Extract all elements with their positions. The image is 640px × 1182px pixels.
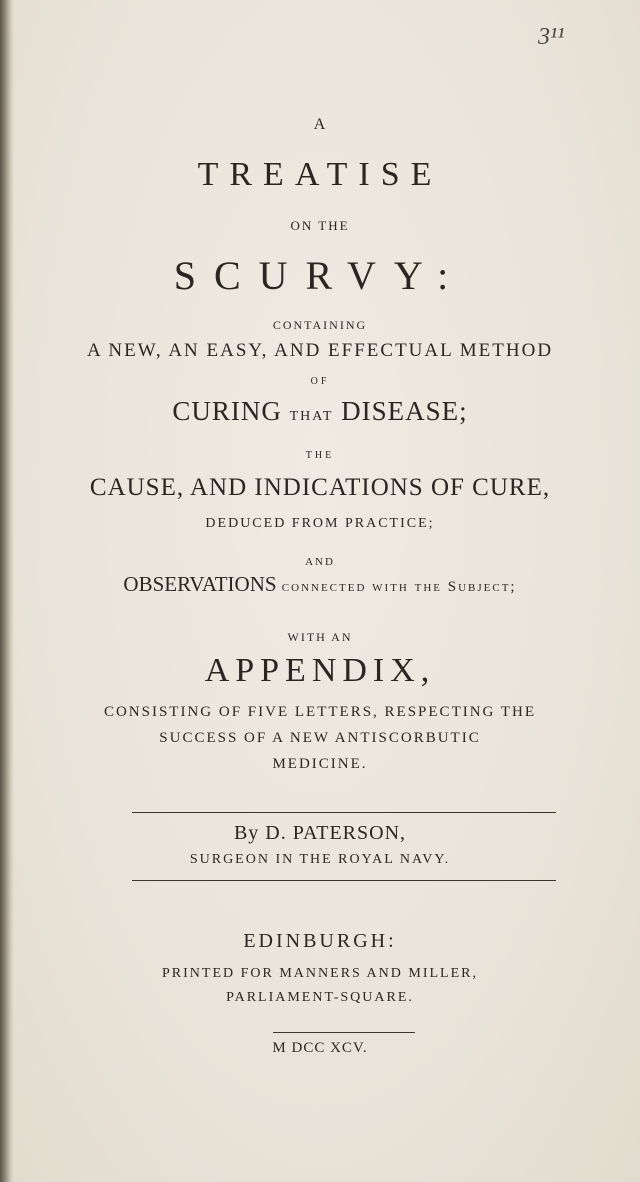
and-label: AND (305, 556, 335, 568)
date-rule (273, 1032, 415, 1033)
consisting-line-3: MEDICINE. (272, 756, 368, 772)
curing-disease: DISEASE; (341, 396, 468, 426)
appendix-title: APPENDIX, (204, 652, 436, 689)
with-an-label: WITH AN (287, 630, 353, 644)
imprint-printer-line-1: PRINTED FOR MANNERS AND MILLER, (162, 966, 478, 981)
title-on-the: ON THE (290, 218, 350, 233)
shelfmark-annotation: 3¹¹ (538, 24, 565, 50)
imprint-printer-line-2: PARLIAMENT-SQUARE. (226, 990, 414, 1005)
containing-label: CONTAINING (272, 318, 368, 332)
upper-rule (132, 812, 556, 813)
title-subject: SCURVY: (173, 253, 467, 298)
cause-line: CAUSE, AND INDICATIONS OF CURE, (89, 474, 551, 501)
method-line: A NEW, AN EASY, AND EFFECTUAL METHOD (86, 340, 554, 361)
curing-line (0, 396, 640, 427)
lower-rule (132, 880, 556, 881)
author-line: By D. PATERSON, (233, 822, 407, 844)
deduced-line: DEDUCED FROM PRACTICE; (205, 516, 435, 531)
author-title: SURGEON IN THE ROYAL NAVY. (189, 852, 451, 867)
curing-that: that (289, 403, 334, 425)
imprint-city: EDINBURGH: (243, 930, 397, 952)
curing-word: CURING (172, 396, 282, 426)
observations-word: OBSERVATIONS (123, 572, 277, 596)
title-article: A (313, 116, 327, 133)
observations-rest: connected with the Subject; (281, 579, 517, 595)
the-label: THE (305, 450, 335, 461)
consisting-line-1: CONSISTING OF FIVE LETTERS, RESPECTING THE (103, 704, 537, 720)
consisting-line-2: SUCCESS OF A NEW ANTISCORBUTIC (159, 730, 481, 746)
title-main: TREATISE (197, 156, 443, 193)
of-label: OF (310, 376, 330, 387)
observations-line (0, 572, 640, 597)
imprint-date: M DCC XCV. (272, 1040, 368, 1056)
